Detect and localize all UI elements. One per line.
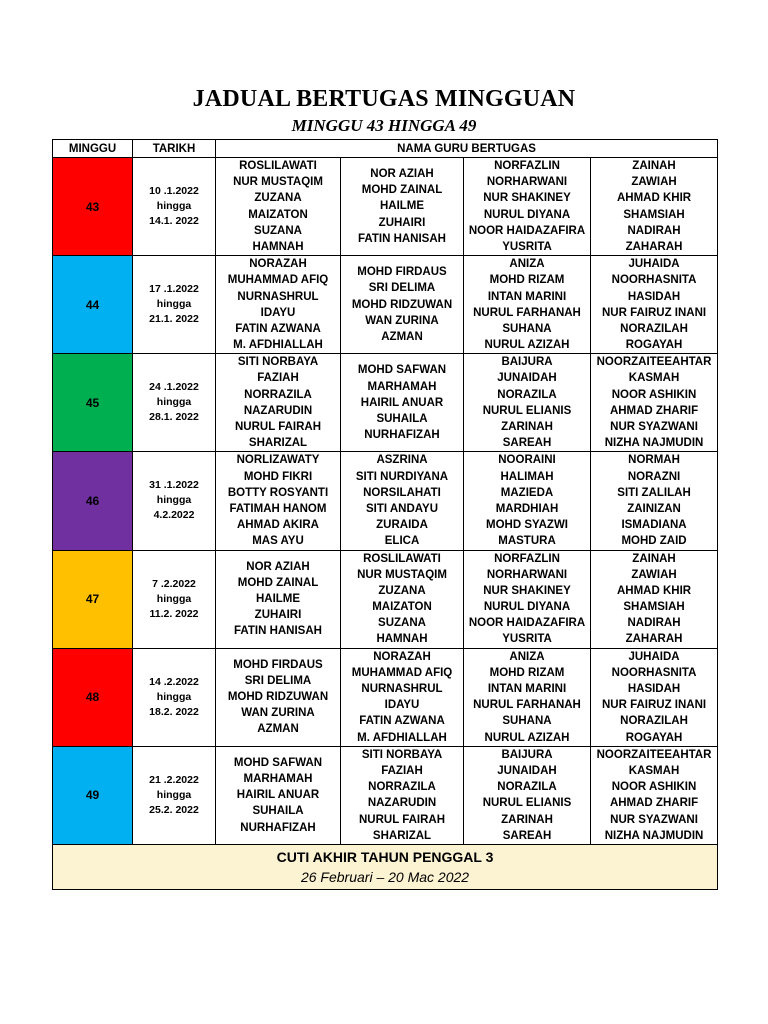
teacher-name: HALIMAH: [500, 470, 554, 483]
teacher-name: NORFAZLIN: [494, 160, 560, 172]
teacher-name: JUHAIDA: [628, 650, 680, 663]
week-row: [53, 648, 718, 746]
teacher-name: HAILME: [379, 200, 425, 213]
teacher-name: SHAMSIAH: [623, 601, 685, 614]
teacher-name: NORRAZILA: [368, 781, 436, 794]
teacher-name: AHMAD AKIRA: [237, 519, 319, 532]
date-sep: hingga: [156, 690, 192, 703]
teacher-name: NUR MUSTAQIM: [233, 176, 323, 189]
teacher-name: NAZARUDIN: [367, 797, 437, 810]
teacher-name: ANIZA: [509, 258, 545, 271]
teacher-name: NURHAFIZAH: [364, 429, 440, 442]
header-date: TARIKH: [133, 140, 216, 158]
teacher-name: ZARINAH: [501, 421, 553, 433]
teacher-name: FATIN HANISAH: [234, 625, 322, 638]
teacher-name: ASZRINA: [376, 454, 428, 467]
page-subtitle: MINGGU 43 HINGGA 49: [291, 116, 477, 135]
teacher-group: [464, 452, 591, 550]
teacher-name: MOHD RIZAM: [489, 666, 565, 679]
teacher-name: NURUL ELIANIS: [482, 797, 572, 810]
date-sep: hingga: [156, 494, 192, 507]
week-row: [53, 550, 718, 648]
teacher-name: ZAHARAH: [625, 240, 683, 253]
week-number: 43: [53, 158, 133, 256]
teacher-name: NUR FAIRUZ INANI: [601, 699, 707, 712]
teacher-name: SAREAH: [502, 437, 552, 450]
teacher-group: [591, 746, 718, 844]
date-range: [133, 452, 216, 550]
teacher-name: KASMAH: [628, 372, 680, 385]
teacher-name: ZUZANA: [254, 192, 302, 205]
teacher-name: NUR SYAZWANI: [610, 813, 698, 826]
teacher-name: NURNASHRUL: [361, 683, 443, 695]
date-sep: hingga: [156, 592, 192, 605]
teacher-group: [464, 746, 591, 844]
teacher-name: HAIRIL ANUAR: [360, 396, 444, 409]
teacher-name: NORAZILAH: [620, 322, 688, 335]
teacher-name: MOHD FIRDAUS: [357, 266, 447, 279]
footer-row: [53, 844, 718, 889]
teacher-name: HASIDAH: [627, 290, 681, 303]
teacher-name: NOOR HAIDAZAFIRA: [468, 617, 586, 630]
teacher-name: INTAN MARINI: [487, 290, 567, 303]
teacher-name: MARDHIAH: [495, 502, 559, 515]
teacher-name: MOHD ZAID: [621, 535, 687, 548]
teacher-name: SUHANA: [502, 322, 552, 335]
teacher-name: HAILME: [255, 592, 301, 605]
teacher-name: NORFAZLIN: [494, 552, 560, 565]
teacher-group: [591, 354, 718, 452]
teacher-name: MAZIEDA: [500, 486, 554, 499]
teacher-name: M. AFDHIALLAH: [233, 339, 323, 352]
teacher-name: NUR SHAKINEY: [483, 192, 571, 205]
teacher-name: NADIRAH: [627, 224, 681, 237]
teacher-group: [341, 256, 464, 354]
week-row: [53, 746, 718, 844]
teacher-name: NURUL AZIZAH: [484, 339, 570, 352]
teacher-name: SITI ZALILAH: [617, 486, 691, 499]
duty-table: [52, 139, 718, 890]
date-range: [133, 256, 216, 354]
teacher-name: ZAHARAH: [625, 633, 683, 646]
page-title: JADUAL BERTUGAS MINGGUAN: [192, 86, 576, 112]
teacher-name: ZARINAH: [501, 813, 553, 826]
teacher-name: MOHD SAFWAN: [233, 756, 323, 769]
teacher-group: [591, 550, 718, 648]
teacher-name: MOHD FIKRI: [243, 470, 313, 483]
teacher-name: NORMAH: [628, 454, 680, 467]
teacher-name: MARHAMAH: [367, 380, 437, 393]
teacher-name: NORRAZILA: [244, 388, 312, 401]
teacher-name: NURUL DIYANA: [483, 208, 571, 221]
teacher-name: NORAZAH: [249, 258, 307, 271]
teacher-name: SHARIZAL: [372, 829, 432, 842]
date-end: 25.2. 2022: [149, 803, 199, 816]
teacher-name: NORAZAH: [373, 650, 431, 663]
teacher-group: [464, 354, 591, 452]
teacher-name: JUNAIDAH: [497, 372, 557, 385]
teacher-name: ROSLILAWATI: [363, 552, 441, 565]
date-end: 18.2. 2022: [149, 705, 199, 718]
teacher-name: NURUL AZIZAH: [484, 731, 570, 744]
teacher-name: ROGAYAH: [625, 731, 683, 744]
teacher-name: MASTURA: [498, 535, 556, 548]
teacher-name: MAS AYU: [252, 535, 304, 548]
teacher-name: SRI DELIMA: [244, 674, 312, 687]
teacher-name: MOHD RIDZUWAN: [227, 691, 329, 704]
teacher-name: AHMAD KHIR: [616, 584, 692, 597]
teacher-name: NOORHASNITA: [611, 274, 697, 287]
week-row: [53, 158, 718, 256]
date-sep: hingga: [156, 788, 192, 801]
teacher-name: MOHD RIZAM: [489, 274, 565, 287]
teacher-name: MUHAMMAD AFIQ: [351, 666, 453, 679]
teacher-name: MUHAMMAD AFIQ: [227, 274, 329, 287]
teacher-group: [216, 550, 341, 648]
teacher-name: SUZANA: [254, 224, 302, 237]
date-start: 21 .2.2022: [149, 773, 199, 786]
teacher-name: ZAINAH: [632, 160, 676, 172]
teacher-group: [591, 256, 718, 354]
teacher-group: [341, 746, 464, 844]
teacher-name: ROGAYAH: [625, 339, 683, 352]
week-number: 45: [53, 354, 133, 452]
teacher-name: SITI NURDIYANA: [355, 470, 449, 483]
teacher-name: NOOR ASHIKIN: [611, 388, 697, 401]
teacher-name: NOORHASNITA: [611, 666, 697, 679]
teacher-name: HASIDAH: [627, 683, 681, 695]
teacher-name: NORAZILA: [497, 388, 557, 401]
teacher-name: FAZIAH: [257, 372, 299, 385]
teacher-name: JUNAIDAH: [497, 764, 557, 777]
teacher-name: SHARIZAL: [248, 437, 308, 450]
header-week: MINGGU: [53, 140, 133, 158]
teacher-name: ELICA: [384, 535, 420, 548]
date-range: [133, 648, 216, 746]
holiday-title: CUTI AKHIR TAHUN PENGGAL 3: [276, 848, 494, 865]
teacher-name: NUR FAIRUZ INANI: [601, 306, 707, 319]
week-number: 46: [53, 452, 133, 550]
date-range: [133, 354, 216, 452]
teacher-group: [591, 452, 718, 550]
date-end: 11.2. 2022: [149, 607, 199, 620]
teacher-name: MOHD FIRDAUS: [233, 658, 323, 671]
teacher-name: SRI DELIMA: [368, 282, 436, 295]
teacher-name: BOTTY ROSYANTI: [227, 486, 329, 499]
teacher-name: FATIMAH HANOM: [229, 502, 327, 515]
teacher-name: NORHARWANI: [486, 176, 568, 189]
date-start: 10 .1.2022: [149, 185, 199, 198]
teacher-name: AHMAD KHIR: [616, 192, 692, 205]
date-range: [133, 158, 216, 256]
date-sep: hingga: [156, 200, 192, 213]
teacher-name: SAREAH: [502, 829, 552, 842]
date-start: 7 .2.2022: [152, 577, 196, 590]
header-row: [53, 140, 718, 158]
week-rows: [53, 158, 718, 845]
teacher-name: FATIN AZWANA: [359, 715, 445, 728]
teacher-name: MOHD SAFWAN: [357, 364, 447, 377]
teacher-name: NOR AZIAH: [370, 168, 434, 181]
teacher-name: SUZANA: [378, 617, 426, 630]
teacher-name: MAIZATON: [248, 208, 308, 221]
teacher-name: ZAINIZAN: [627, 502, 681, 515]
teacher-group: [216, 158, 341, 256]
teacher-name: NURUL FARHANAH: [473, 699, 581, 712]
teacher-group: [464, 648, 591, 746]
teacher-name: NURUL ELIANIS: [482, 404, 572, 417]
teacher-name: ROSLILAWATI: [239, 160, 317, 172]
teacher-name: YUSRITA: [502, 633, 552, 646]
date-range: [133, 550, 216, 648]
teacher-name: NUR SHAKINEY: [483, 584, 571, 597]
teacher-name: IDAYU: [260, 306, 296, 319]
teacher-name: MAIZATON: [372, 601, 432, 614]
date-end: 28.1. 2022: [149, 411, 199, 424]
teacher-name: AHMAD ZHARIF: [609, 404, 699, 417]
header-names: NAMA GURU BERTUGAS: [216, 140, 718, 158]
teacher-name: INTAN MARINI: [487, 683, 567, 695]
teacher-name: KASMAH: [628, 764, 680, 777]
teacher-name: ZAINAH: [632, 552, 676, 565]
teacher-group: [216, 746, 341, 844]
week-number: 47: [53, 550, 133, 648]
week-number: 49: [53, 746, 133, 844]
teacher-name: JUHAIDA: [628, 258, 680, 271]
teacher-name: ISMADIANA: [621, 519, 687, 532]
week-number: 48: [53, 648, 133, 746]
teacher-name: ZAWIAH: [631, 176, 677, 189]
teacher-name: NURUL FAIRAH: [358, 813, 446, 826]
teacher-name: YUSRITA: [502, 240, 552, 253]
teacher-name: HAMNAH: [376, 633, 428, 646]
teacher-name: SUHANA: [502, 715, 552, 728]
teacher-group: [464, 158, 591, 256]
week-number: 44: [53, 256, 133, 354]
teacher-name: NOORZAITEEAHTAR: [596, 356, 712, 369]
teacher-group: [591, 648, 718, 746]
teacher-group: [591, 158, 718, 256]
teacher-name: HAIRIL ANUAR: [236, 789, 320, 802]
teacher-name: NORAZILAH: [620, 715, 688, 728]
teacher-name: ZUHAIRI: [254, 609, 302, 622]
teacher-name: IDAYU: [384, 699, 420, 712]
teacher-name: MOHD ZAINAL: [237, 576, 319, 589]
week-row: [53, 256, 718, 354]
teacher-name: NORHARWANI: [486, 568, 568, 581]
teacher-name: NORLIZAWATY: [236, 454, 320, 467]
teacher-name: BAIJURA: [501, 748, 553, 761]
teacher-name: AZMAN: [381, 330, 423, 343]
teacher-name: NOORZAITEEAHTAR: [596, 748, 712, 761]
teacher-name: SUHAILA: [376, 412, 428, 425]
holiday-cell: [53, 844, 718, 889]
teacher-group: [341, 452, 464, 550]
teacher-name: NAZARUDIN: [243, 404, 313, 417]
teacher-name: BAIJURA: [501, 356, 553, 369]
holiday-dates: 26 Februari – 20 Mac 2022: [300, 868, 470, 885]
date-start: 14 .2.2022: [149, 675, 199, 688]
week-row: [53, 452, 718, 550]
teacher-name: NURNASHRUL: [237, 290, 319, 303]
date-start: 24 .1.2022: [149, 381, 199, 394]
teacher-name: NOORAINI: [498, 454, 556, 467]
teacher-name: NURUL FARHANAH: [473, 306, 581, 319]
teacher-name: ZAWIAH: [631, 568, 677, 581]
teacher-name: NOOR HAIDAZAFIRA: [468, 224, 586, 237]
teacher-group: [341, 354, 464, 452]
teacher-name: NURHAFIZAH: [240, 821, 316, 834]
week-row: [53, 354, 718, 452]
teacher-name: ZUZANA: [378, 584, 426, 597]
teacher-name: NIZHA NAJMUDIN: [604, 829, 704, 842]
date-start: 31 .1.2022: [149, 479, 199, 492]
date-sep: hingga: [156, 298, 192, 311]
teacher-name: ANIZA: [509, 650, 545, 663]
teacher-name: SITI ANDAYU: [366, 502, 438, 515]
teacher-group: [341, 158, 464, 256]
date-range: [133, 746, 216, 844]
teacher-group: [216, 256, 341, 354]
teacher-name: NIZHA NAJMUDIN: [604, 437, 704, 450]
teacher-name: MOHD ZAINAL: [361, 184, 443, 197]
teacher-name: SUHAILA: [252, 805, 304, 818]
teacher-group: [464, 256, 591, 354]
date-end: 14.1. 2022: [149, 215, 199, 228]
date-end: 21.1. 2022: [149, 313, 199, 326]
teacher-name: AZMAN: [257, 723, 299, 736]
teacher-name: HAMNAH: [252, 240, 304, 253]
teacher-name: SITI NORBAYA: [361, 748, 443, 761]
teacher-name: NORAZILA: [497, 781, 557, 794]
teacher-name: FAZIAH: [381, 764, 423, 777]
teacher-name: NOOR ASHIKIN: [611, 781, 697, 794]
teacher-name: NUR SYAZWANI: [610, 421, 698, 433]
teacher-name: NOR AZIAH: [246, 560, 310, 573]
teacher-group: [341, 550, 464, 648]
teacher-name: FATIN AZWANA: [235, 322, 321, 335]
teacher-group: [216, 648, 341, 746]
teacher-name: SITI NORBAYA: [237, 356, 319, 369]
teacher-name: WAN ZURINA: [365, 314, 439, 327]
date-start: 17 .1.2022: [149, 283, 199, 296]
teacher-name: ZUHAIRI: [378, 216, 426, 229]
teacher-name: MOHD SYAZWI: [486, 519, 568, 532]
teacher-name: NUR MUSTAQIM: [357, 568, 447, 581]
teacher-group: [464, 550, 591, 648]
teacher-name: MARHAMAH: [243, 773, 313, 786]
date-end: 4.2.2022: [153, 509, 195, 522]
teacher-name: NURUL DIYANA: [483, 601, 571, 614]
teacher-group: [216, 354, 341, 452]
teacher-name: NORAZNI: [627, 470, 681, 483]
teacher-name: NORSILAHATI: [363, 486, 441, 499]
date-sep: hingga: [156, 396, 192, 409]
teacher-name: NADIRAH: [627, 617, 681, 630]
teacher-name: M. AFDHIALLAH: [357, 731, 447, 744]
teacher-group: [216, 452, 341, 550]
teacher-name: ZURAIDA: [376, 519, 428, 532]
teacher-name: NURUL FAIRAH: [234, 421, 322, 433]
teacher-name: SHAMSIAH: [623, 208, 685, 221]
teacher-group: [341, 648, 464, 746]
teacher-name: WAN ZURINA: [241, 707, 315, 720]
teacher-name: MOHD RIDZUWAN: [351, 298, 453, 311]
teacher-name: AHMAD ZHARIF: [609, 797, 699, 810]
teacher-name: FATIN HANISAH: [358, 232, 446, 245]
